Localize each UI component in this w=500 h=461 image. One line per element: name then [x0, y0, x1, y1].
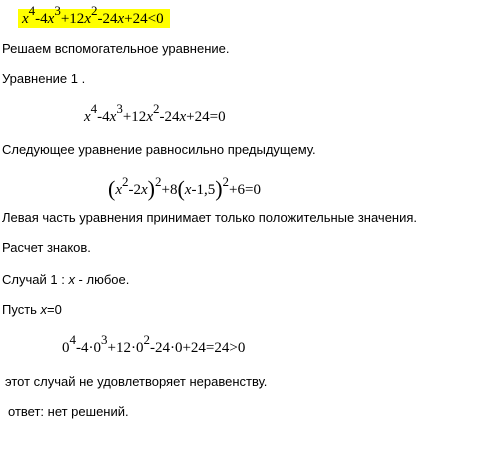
not-satisfy-line: этот случай не удовлетворяет неравенству. [5, 374, 268, 389]
power: 2 [155, 174, 162, 189]
equation-2 [108, 174, 261, 201]
var-x: x [141, 182, 148, 198]
var-x: x [179, 109, 187, 125]
term: +12·0 [107, 340, 144, 356]
equation-label: Уравнение 1 . [2, 71, 86, 86]
term: -24 [159, 109, 180, 125]
term: +12 [60, 11, 85, 27]
term: +6=0 [229, 182, 261, 198]
positive-values-line: Левая часть уравнения принимает только положительные значения. [2, 210, 418, 225]
var-x: x [146, 109, 153, 125]
var-x: x [117, 11, 125, 27]
aux-equation-line: Решаем вспомогательное уравнение. [2, 41, 230, 56]
term: -4 [35, 11, 48, 27]
power: 2 [152, 101, 160, 116]
power: 2 [222, 174, 230, 189]
let-rest: =0 [47, 302, 62, 317]
term: -4·0 [76, 340, 101, 356]
var-x: x [68, 272, 75, 287]
close-paren: ) [215, 176, 223, 201]
problem-inequality [18, 3, 170, 27]
power: 3 [101, 332, 108, 347]
var-x: x [84, 11, 91, 27]
var-x: x [115, 182, 122, 198]
var-x: x [184, 182, 192, 198]
term: +24=0 [186, 109, 226, 125]
highlight-box [18, 3, 170, 28]
term: -2 [128, 182, 141, 198]
var-x: x [109, 109, 117, 125]
equivalent-line: Следующее уравнение равносильно предыдущему. [2, 142, 316, 157]
case-rest: - любое. [74, 272, 130, 287]
term: 0 [62, 340, 70, 356]
open-paren: ( [177, 176, 185, 201]
power: 4 [69, 332, 76, 347]
term: +12 [122, 109, 147, 125]
equation-1 [84, 101, 226, 125]
power: 3 [116, 101, 123, 116]
let-label: Пусть [2, 302, 41, 317]
term: -1,5 [191, 182, 216, 198]
power: 3 [54, 3, 61, 18]
term: +8 [161, 182, 178, 198]
open-paren: ( [108, 176, 116, 201]
term: +24<0 [124, 11, 164, 27]
var-x: x [47, 11, 55, 27]
power: 2 [143, 332, 150, 347]
term: -24·0+24=24>0 [149, 340, 246, 356]
var-x: x [84, 109, 91, 125]
signs-line: Расчет знаков. [2, 240, 91, 255]
power: 2 [122, 174, 129, 189]
var-x: x [40, 302, 48, 317]
let-line [2, 303, 62, 316]
power: 4 [90, 101, 98, 116]
case-label: Случай 1 : [2, 272, 65, 287]
case-line [2, 273, 129, 286]
check-expression [62, 332, 246, 356]
term: -4 [97, 109, 110, 125]
term: -24 [97, 11, 118, 27]
close-paren: ) [147, 176, 155, 201]
power: 4 [28, 3, 36, 18]
answer-line: ответ: нет решений. [8, 404, 129, 419]
power: 2 [90, 3, 98, 18]
var-x: x [22, 11, 29, 27]
